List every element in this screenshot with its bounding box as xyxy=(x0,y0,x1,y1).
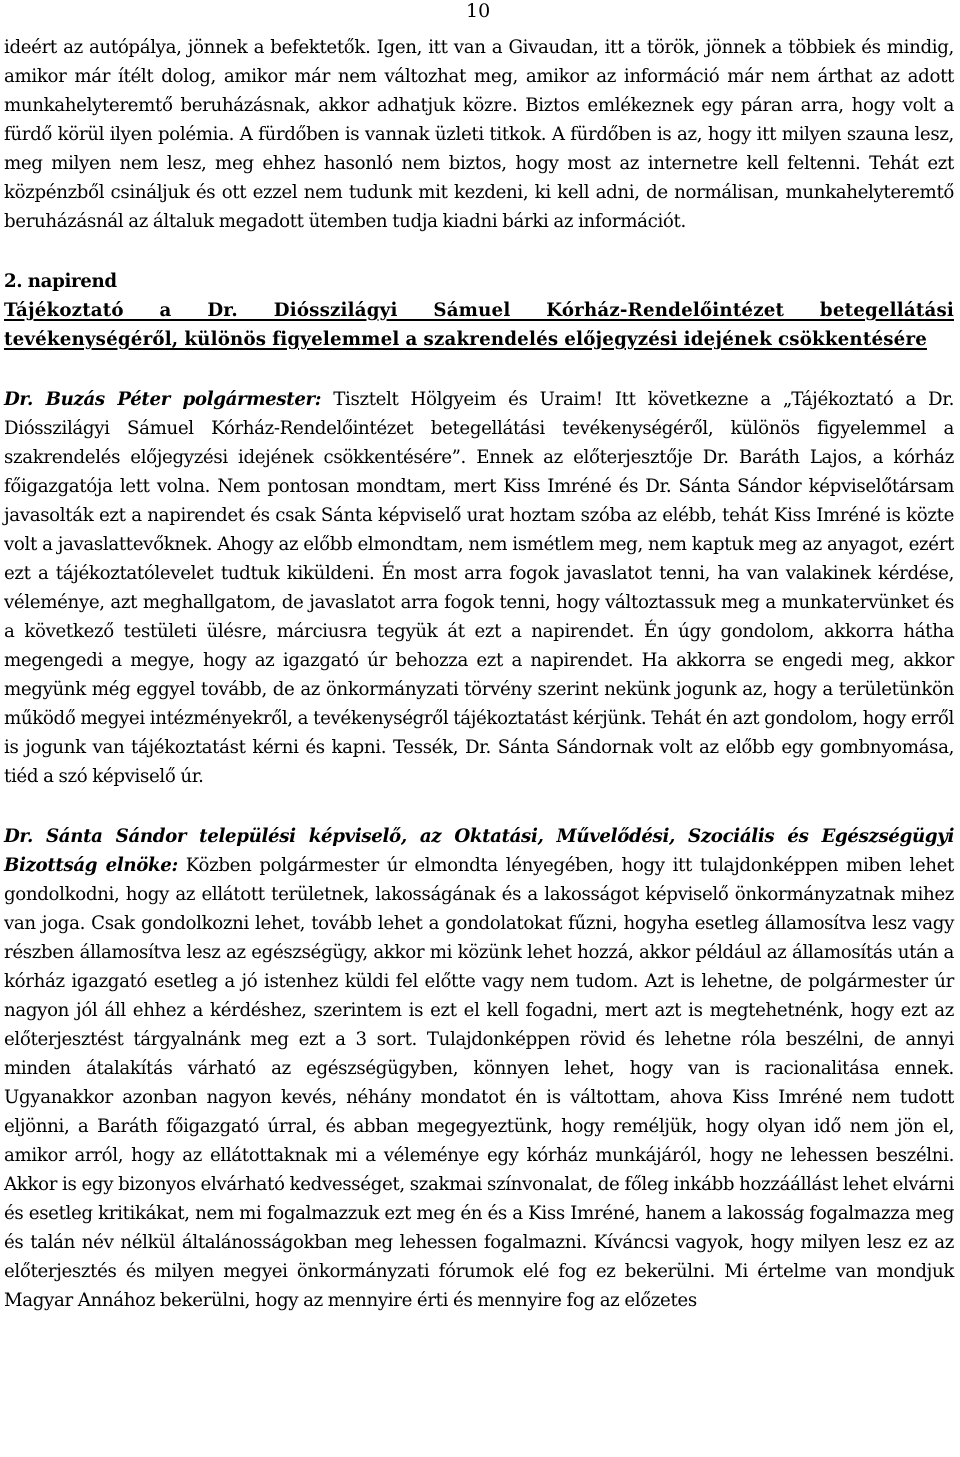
speaker-name: Dr. Buzás Péter polgármester: xyxy=(4,389,322,410)
paragraph-intro: ideért az autópálya, jönnek a befektetők. Igen, itt van a Givaudan, itt a török, jönnek a többiek és mindig, amikor már ítélt dolog, amikor már nem változhat meg, amikor az információ már nem árthat az adott munkahelyteremtő beruházásnak, akkor adhatjuk közre. Biztos emlékeznek egy páran arra, hogy volt a fürdő körül ilyen polémia. A fürdőben is vannak üzleti titkok. A fürdőben is az, hogy itt milyen szauna lesz, meg milyen nem lesz, meg ehhez hasonló nem biztos, hogy most az internetre kell feltenni. Tehát ezt közpénzből csináljuk és ott ezzel nem tudunk mit kezdeni, ki kell adni, de normálisan, munkahelyteremtő beruházásnál az általuk megadott ütemben tudja kiadni bárki az információt. xyxy=(4,37,954,232)
document-body xyxy=(4,33,954,1315)
page-number: 10 xyxy=(466,0,491,22)
agenda-title: Tájékoztató a Dr. Diósszilágyi Sámuel Kórház-Rendelőintézet betegellátási tevékenységéről, különös figyelemmel a szakrendelés előjegyzési idejének csökkentésére xyxy=(4,300,954,350)
speech-representative xyxy=(4,822,954,1315)
spacer xyxy=(4,354,954,385)
speaker-name: Dr. Sánta Sándor települési képviselő, az Oktatási, Művelődési, Szociális és Egészségügyi Bizottság elnöke: xyxy=(4,826,954,876)
agenda-number: 2. napirend xyxy=(4,271,117,292)
speech-mayor xyxy=(4,385,954,791)
speech-text: Közben polgármester úr elmondta lényegében, hogy itt tulajdonképpen miben lehet gondolkodni, hogy az ellátott területnek, lakosságának és a lakosságot képviselő önkormányzatnak mihez van joga. Csak gondolkozni lehet, tovább lehet a gondolatokat fűzni, hogyha esetleg államosítva lesz vagy részben államosítva lesz az egészségügy, akkor mi közünk lehet hozzá, akkor például az államosítás után a kórház igazgató esetleg a jó istenhez küldi fel előtte vagy nem tudom. Azt is lehetne, de polgármester úr nagyon jól áll ehhez a kérdéshez, szerintem is ezt el kell fogadni, mert azt is megtehetnénk, hogy ezt az előterjesztést tárgyalnánk meg ezt a 3 sort. Tulajdonképpen rövid és lehetne róla beszélni, de annyi minden átalakítás várható az egészségügyben, könnyen lehet, hogy van is racionalitása ennek. Ugyanakkor azonban nagyon kevés, néhány mondatot én is váltottam, ahova Kiss Imréné nem tudott eljönni, a Baráth főigazgató úrral, és abban megegyeztünk, hogy reméljük, hogy olyan idő nem jön el, amikor arról, hogy az ellátottaknak mi a véleménye egy kórház munkájáról, hogy ne lehessen beszélni. Akkor is egy bizonyos elvárható kedvességet, szakmai színvonalat, de főleg inkább hozzáállást lehet elvárni és esetleg kritikákat, nem mi fogalmazzuk ezt meg én és a Kiss Imréné, hanem a lakosság fogalmazza meg és talán név nélkül általánosságokban meg lehessen fogalmazni. Kíváncsi vagyok, hogy milyen lesz ez az előterjesztés és milyen megyei önkormányzati fórumok elé fog ez bekerülni. Mi értelme van mondjuk Magyar Annához bekerülni, hogy az mennyire érti és mennyire fog az előzetes xyxy=(4,855,955,1311)
spacer xyxy=(4,236,954,267)
speech-text: Tisztelt Hölgyeim és Uraim! Itt következne a „Tájékoztató a Dr. Diósszilágyi Sámuel Kórház-Rendelőintézet betegellátási tevékenységéről, különös figyelemmel a szakrendelés előjegyzési idejének csökkentésére”. Ennek az előterjesztője Dr. Baráth Lajos, a kórház főigazgatója lett volna. Nem pontosan mondtam, mert Kiss Imréné és Dr. Sánta Sándor képviselőtársam javasolták ezt a napirendet és csak Sánta képviselő urat hoztam szóba az elébb, tehát Kiss Imréné is közte volt a javaslattevőknek. Ahogy az előbb elmondtam, nem ismétlem meg, nem kaptuk meg az anyagot, ezért ezt a tájékoztatólevelet tudtuk kiküldeni. Én most arra fogok javaslatot tenni, ha van valakinek kérdése, véleménye, azt meghallgatom, de javaslatot arra fogok tenni, hogy változtassuk meg a munkatervünket és a következő testületi ülésre, márciusra tegyük át ezt a napirendet. Én úgy gondolom, akkorra hátha megengedi a megye, hogy az igazgató úr behozza ezt a napirendet. Ha akkorra se engedi meg, akkor megyünk még eggyel tovább, de az önkormányzati törvény szerint nekünk jogunk az, hogy a területünkön működő megyei intézményekről, a tevékenységről tájékoztatást kérjünk. Tehát én azt gondolom, hogy erről is jogunk van tájékoztatást kérni és kapni. Tessék, Dr. Sánta Sándornak volt az előbb egy gombnyomása, tiéd a szó képviselő úr. xyxy=(4,389,954,787)
spacer xyxy=(4,791,954,822)
